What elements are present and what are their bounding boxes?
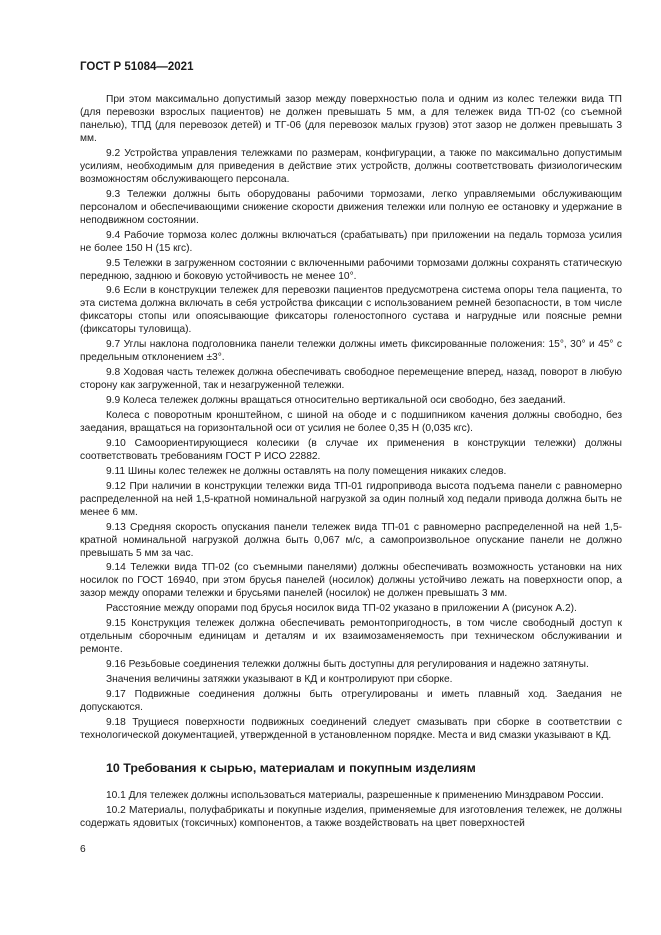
paragraph-9-18: 9.18 Трущиеся поверхности подвижных соединений следует смазывать при сборке в соответствии с технологической документацией, утвержденной в установленном порядке. Места и вид смазки указывают в КД. [80,716,622,741]
paragraph-9-2: 9.2 Устройства управления тележками по размерам, конфигурации, а также по максимально допустимым усилиям, необходимым для приведения в действие этих устройств, должны соответствовать физиологическим возможностям обслуживающего персонала. [80,147,622,185]
paragraph-9-16: 9.16 Резьбовые соединения тележки должны быть доступны для регулирования и надежно затянуты. [106,659,589,671]
paragraph-9-8: 9.8 Ходовая часть тележек должна обеспечивать свободное перемещение вперед, назад, поворот в любую сторону как загруженной, так и незагруженной тележки. [80,367,622,392]
paragraph-9-4: 9.4 Рабочие тормоза колес должны включаться (срабатывать) при приложении на педаль тормоза усилия не более 150 Н (15 кгс). [80,229,622,254]
paragraph-9-6: 9.6 Если в конструкции тележек для перевозки пациентов предусмотрена система опоры тела пациента, то эта система должна включать в себя устройства фиксации с использованием ремней безопасности, в том числе фиксаторы стопы или опоясывающие фиксаторы голеностопного сустава и нагрудные или поясные ремни (фиксаторы туловища). [80,285,622,336]
paragraph-9-3: 9.3 Тележки должны быть оборудованы рабочими тормозами, легко управляемыми обслуживающим персоналом и обеспечивающими снижение скорости движения тележки или полную ее остановку и удержание в неподвижном состоянии. [80,188,622,226]
paragraph-10-2: 10.2 Материалы, полуфабрикаты и покупные изделия, применяемые для изготовления тележек, не должны содержать ядовитых (токсичных) компонентов, а также воздействовать на цвет поверхностей [80,804,622,829]
page-number: 6 [80,844,86,855]
paragraph-9-7: 9.7 Углы наклона подголовника панели тележки должны иметь фиксированные положения: 15°, 30° и 45° с предельным отклонением ±3°. [80,339,622,364]
paragraph-9-12: 9.12 При наличии в конструкции тележки вида ТП-01 гидропривода высота подъема панели с равномерно распределенной на ней 1,5-кратной номинальной нагрузкой за один полный ход педали привода должна быть не менее 6 мм. [80,480,622,518]
paragraph-9-10: 9.10 Самоориентирующиеся колесики (в случае их применения в конструкции тележки) должны соответствовать требованиям ГОСТ Р ИСО 22882. [80,437,622,462]
paragraph: При этом максимально допустимый зазор между поверхностью пола и одним из колес тележки вида ТП (для перевозки взрослых пациентов) не должен превышать 5 мм, а для тележек вида ТП-02 (со съемной панелью), ТПД (для перевозок детей) и ТГ-06 (для перевозок малых грузов) этот зазор не должен превышать 3 мм. [80,94,622,144]
paragraph-9-14: 9.14 Тележки вида ТП-02 (со съемными панелями) должны обеспечивать возможность установки на них носилок по ГОСТ 16940, при этом брусья панелей (носилок) должны устойчиво лежать на поверхности опор, а зазор между опорами тележки и брусьями панелей (носилок) не должен превышать 3 мм. [80,562,622,600]
paragraph-9-15: 9.15 Конструкция тележек должна обеспечивать ремонтопригодность, в том числе свободный доступ к отдельным сборочным единицам и деталям и их взаимозаменяемость при техническом обслуживании и ремонте. [80,618,622,656]
paragraph-9-13: 9.13 Средняя скорость опускания панели тележек вида ТП-01 с равномерно распределенной на ней 1,5-кратной номинальной нагрузкой должна быть 0,067 м/с, а самопроизвольное опускание панели не должно превышать 5 мм за час. [80,521,622,559]
document-id-header: ГОСТ Р 51084—2021 [80,61,194,73]
paragraph-9-11: 9.11 Шины колес тележек не должны оставлять на полу помещения никаких следов. [106,465,507,477]
body-text [80,93,622,832]
section-10-title: 10 Требования к сырью, материалам и покупным изделиям [106,760,476,775]
paragraph-10-1: 10.1 Для тележек должны использоваться материалы, разрешенные к применению Минздравом России. [106,789,604,801]
paragraph: Колеса с поворотным кронштейном, с шиной на ободе и с подшипником качения должны свободно, без заедания, вращаться на горизонтальной оси от усилия не более 0,35 Н (0,035 кгс). [80,410,622,435]
paragraph: Расстояние между опорами под брусья носилок вида ТП-02 указано в приложении А (рисунок А.2). [106,603,577,615]
paragraph-9-5: 9.5 Тележки в загруженном состоянии с включенными рабочими тормозами должны сохранять статическую переднюю, заднюю и боковую устойчивость не менее 10°. [80,257,622,282]
paragraph-9-9: 9.9 Колеса тележек должны вращаться относительно вертикальной оси свободно, без заеданий. [106,395,566,407]
paragraph-9-17: 9.17 Подвижные соединения должны быть отрегулированы и иметь плавный ход. Заедания не допускаются. [80,688,622,713]
paragraph: Значения величины затяжки указывают в КД и контролируют при сборке. [106,674,453,686]
